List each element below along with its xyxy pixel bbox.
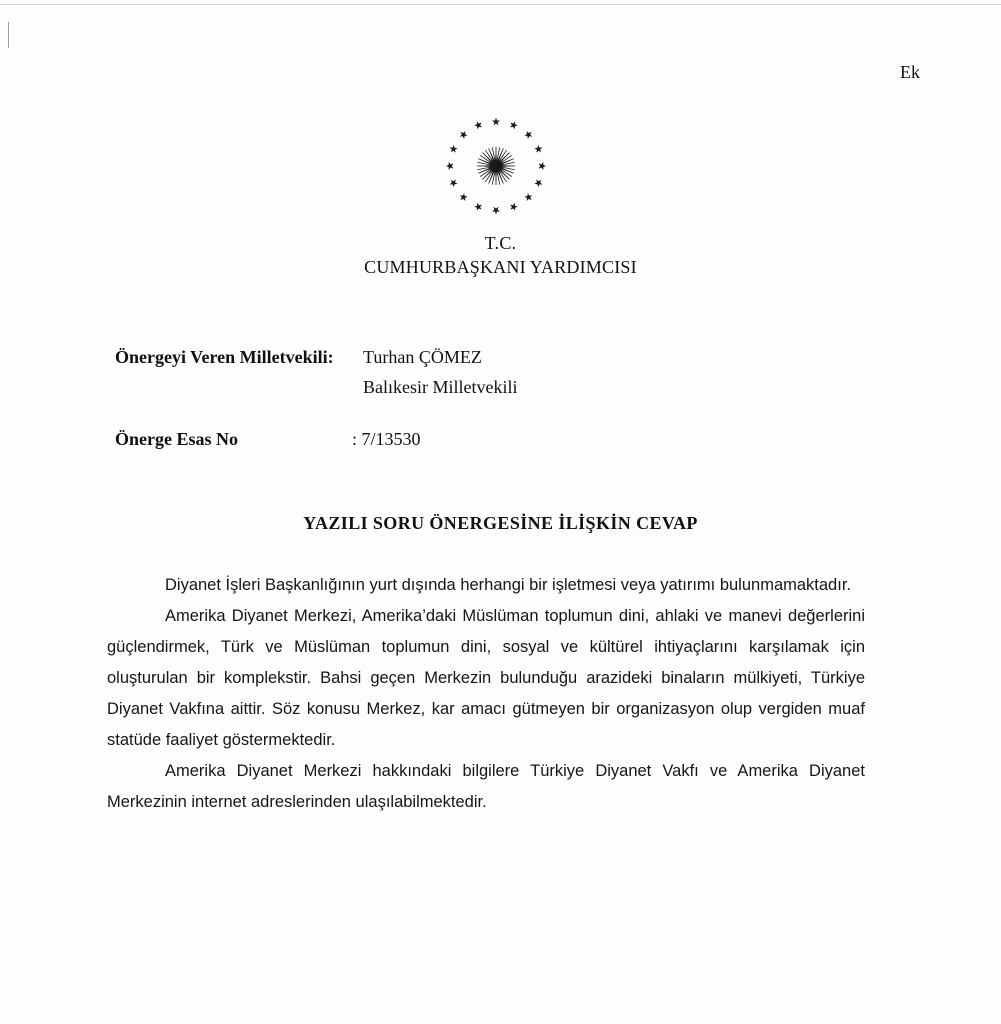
emblem-star <box>460 193 468 201</box>
presidential-seal-icon <box>440 112 552 220</box>
paragraph: Diyanet İşleri Başkanlığının yurt dışında herhangi bir işletmesi veya yatırımı bulunmamaktadır. <box>165 576 851 594</box>
paragraph: Amerika Diyanet Merkezi hakkındaki bilgilere Türkiye Diyanet Vakfı ve Amerika Diyanet Merkezinin internet adreslerinden ulaşılabilmektedir. <box>107 762 865 811</box>
emblem-star <box>534 179 542 187</box>
mp-constituency: Balıkesir Milletvekili <box>363 377 518 397</box>
emblem-star <box>524 131 532 139</box>
emblem-star <box>510 203 518 211</box>
annex-label: Ek <box>900 62 920 82</box>
state-abbreviation: T.C. <box>484 233 517 253</box>
emblem-star <box>492 207 500 215</box>
emblem-star <box>446 162 454 170</box>
emblem-star <box>510 121 518 129</box>
mp-name: Turhan ÇÖMEZ <box>363 347 482 367</box>
emblem-star <box>474 121 482 129</box>
emblem-star <box>450 179 458 187</box>
motion-number: : 7/13530 <box>352 429 421 449</box>
emblem-star <box>539 162 547 170</box>
emblem-star <box>450 145 458 153</box>
margin-mark <box>8 22 9 48</box>
emblem-star <box>474 203 482 211</box>
page-top-edge <box>0 4 1001 5</box>
emblem-star <box>492 118 500 126</box>
motion-label: Önerge Esas No <box>115 429 238 449</box>
paragraph: Amerika Diyanet Merkezi, Amerika’daki Müslüman toplumun dini, ahlaki ve manevi değerlerini güçlendirmek, Türk ve Müslüman toplumun dini, sosyal ve kültürel ihtiyaçlarını karşılamak için oluşturulan bir komplekstir. Bahsi geçen Merkezin bulunduğu arazideki binaların mülkiyeti, Türkiye Diyanet Vakfına aittir. Söz konusu Merkez, kar amacı gütmeyen bir organizasyon olup vergiden muaf statüde faaliyet göstermektedir. <box>107 607 865 749</box>
office-title: CUMHURBAŞKANI YARDIMCISI <box>364 257 637 277</box>
answer-body <box>107 570 865 818</box>
emblem-star <box>460 131 468 139</box>
mp-label: Önergeyi Veren Milletvekili: <box>115 347 334 367</box>
emblem-star <box>524 193 532 201</box>
emblem-star <box>534 145 542 153</box>
document-title: YAZILI SORU ÖNERGESİNE İLİŞKİN CEVAP <box>303 513 698 533</box>
